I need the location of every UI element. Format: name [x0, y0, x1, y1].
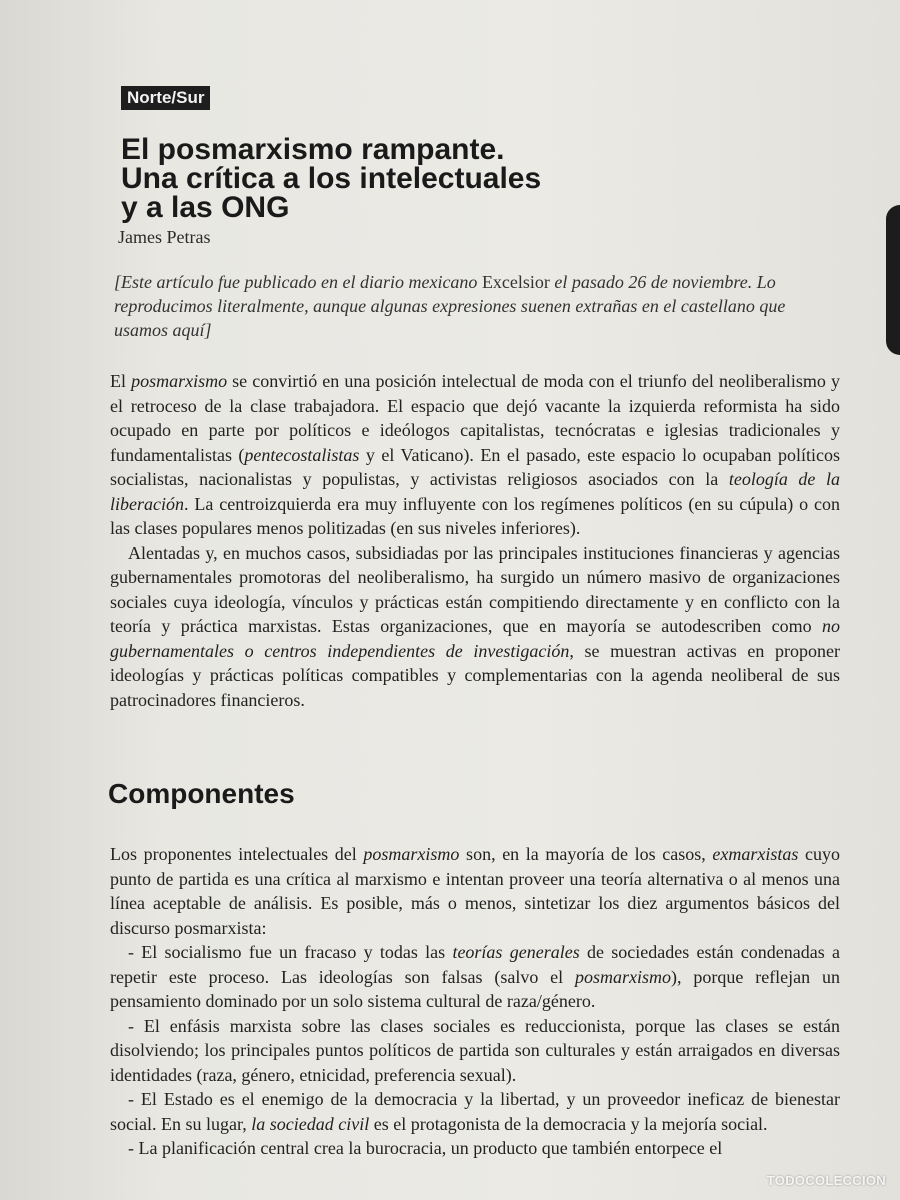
body-paragraph: [110, 369, 840, 541]
newspaper-name: Excelsior: [481, 272, 550, 292]
text-run: ), porque reflejan un pensamiento dominado por un solo sistema cultural de raza/género.: [110, 966, 841, 1011]
italic-run: posmarxismo: [575, 966, 672, 987]
italic-run: teología de la liberación: [110, 469, 840, 514]
text-run: de sociedades están condenadas a repetir este proceso. Las ideologías son falsas (salvo el: [110, 942, 840, 987]
text-run: son, en la mayoría de los casos,: [459, 844, 713, 864]
italic-run: no gubernamentales o centros independientes de investigación: [110, 616, 840, 661]
components-section: [110, 842, 840, 1161]
text-run: - El Estado es el enemigo de la democracia y la libertad, y un proveedor ineficaz de bienestar social. En su lugar,: [110, 1089, 840, 1134]
text-run: Alentadas y, en muchos casos, subsidiadas por las principales instituciones financieras y agencias gubernamentales promotoras del neoliberalismo, ha surgido un número masivo de organizaciones sociales cuya ideología, vínculos y prácticas están compitiendo directamente y en conflicto con la teoría y práctica marxistas. Estas organizaciones, que en mayoría se autodescriben como: [110, 542, 840, 636]
note-text: el pasado 26 de noviembre. Lo reproducimos literalmente, aunque algunas expresiones suenen extrañas en el castellano que usamos aquí]: [114, 272, 786, 340]
italic-run: la sociedad civil: [251, 1113, 370, 1134]
text-run: y el Vaticano). En el pasado, este espacio lo ocupaban políticos socialistas, nacionalistas y populistas, y activistas religiosos asociados con la: [110, 444, 840, 489]
text-run: Los proponentes intelectuales del: [110, 844, 364, 864]
text-run: - El socialismo fue un fracaso y todas las: [128, 942, 453, 962]
list-item: [110, 940, 840, 1014]
italic-run: exmarxistas: [712, 844, 799, 864]
title-line: El posmarxismo rampante.: [121, 133, 505, 166]
italic-run: posmarxismo: [131, 371, 228, 391]
list-item: [110, 1014, 840, 1088]
section-tag: Norte/Sur: [121, 86, 210, 110]
text-run: El: [110, 371, 132, 391]
text-run: . La centroizquierda era muy influyente con los regímenes políticos (en su cúpula) o con las clases populares menos politizadas (en sus niveles inferiores).: [110, 493, 840, 538]
text-run: cuyo punto de partida es una crítica al marxismo e intentan proveer una teoría alternativa o al menos una línea aceptable de análisis. Es posible, más o menos, sintetizar los diez argumentos básicos del discurso posmarxista:: [110, 844, 840, 938]
text-run: - El enfásis marxista sobre las clases sociales es reduccionista, porque las clases se están disolviendo; los principales puntos políticos de partida son culturales y están arraigados en diversas identidades (raza, género, etnicidad, preferencia sexual).: [110, 1015, 840, 1085]
section-heading: Componentes: [108, 778, 295, 809]
list-item: [110, 1136, 840, 1161]
editor-note: [114, 270, 830, 342]
intro-section: [110, 369, 840, 712]
note-text: [Este artículo fue publicado en el diario mexicano: [114, 272, 482, 292]
article-author: James Petras: [118, 227, 211, 247]
italic-run: pentecostalistas: [244, 444, 360, 465]
text-run: - La planificación central crea la burocracia, un producto que también entorpece el: [128, 1138, 723, 1158]
title-line: Una crítica a los intelectuales: [121, 162, 542, 195]
body-paragraph: [110, 842, 840, 940]
page-edge-mark: [886, 205, 900, 355]
article-title: [121, 135, 761, 222]
title-line: y a las ONG: [121, 191, 290, 224]
text-run: , se muestran activas en proponer ideologías y prácticas políticas compatibles y complementarias con la agenda neoliberal de sus patrocinadores financieros.: [110, 640, 840, 710]
italic-run: teorías generales: [452, 942, 580, 962]
watermark: TODOCOLECCION: [766, 1173, 886, 1188]
body-paragraph: [110, 541, 840, 713]
text-run: se convirtió en una posición intelectual de moda con el triunfo del neoliberalismo y el retroceso de la clase trabajadora. El espacio que dejó vacante la izquierda reformista ha sido ocupado en parte por políticos e ideólogos capitalistas, tecnócratas e iglesias tradicionales y fundamentalistas (: [110, 371, 841, 465]
text-run: es el protagonista de la democracia y la mejoría social.: [369, 1113, 768, 1134]
list-item: [110, 1087, 840, 1136]
italic-run: posmarxismo: [363, 844, 460, 864]
